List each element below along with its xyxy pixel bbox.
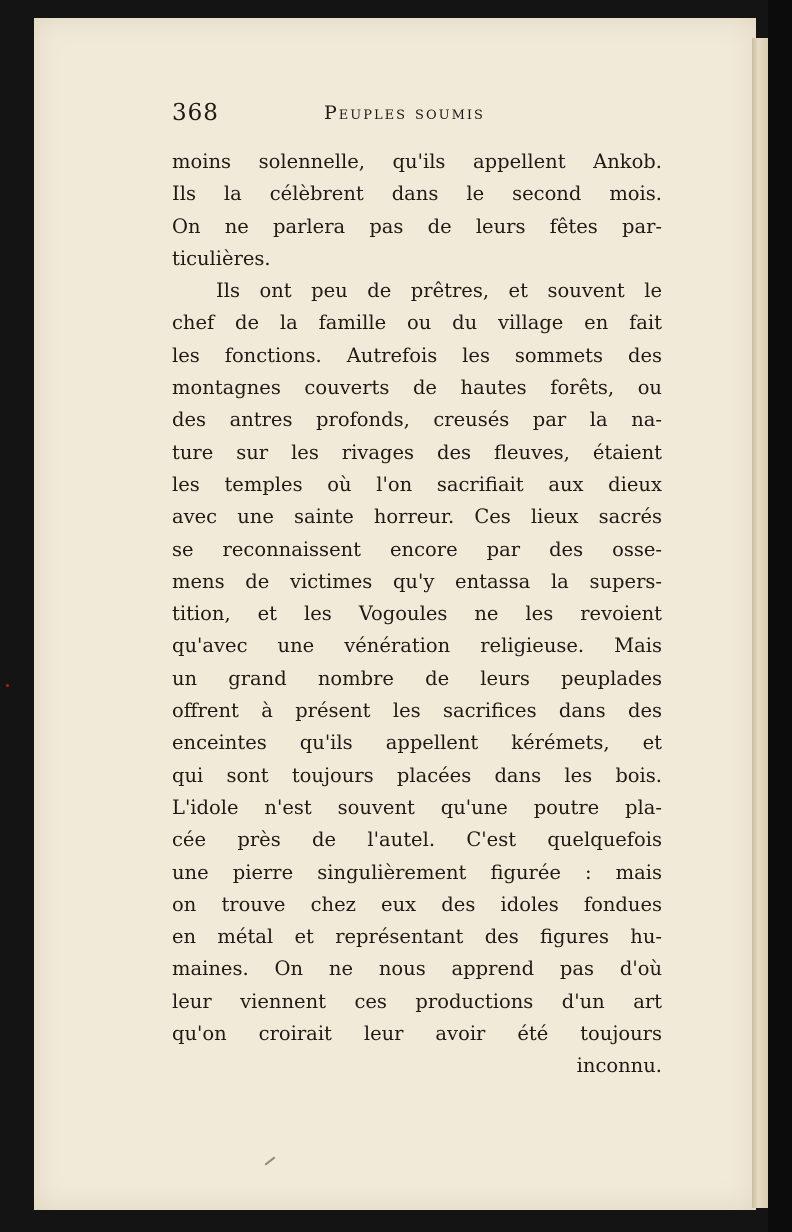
text-line: avec une sainte horreur. Ces lieux sacrés bbox=[172, 505, 662, 529]
page-header bbox=[172, 100, 662, 134]
text-line: Ils ont peu de prêtres, et souvent le bbox=[216, 279, 662, 303]
text-line: on trouve chez eux des idoles fondues bbox=[172, 892, 662, 916]
text-line: une pierre singulièrement figurée : mais bbox=[172, 860, 662, 884]
text-line: en métal et représentant des figures hu- bbox=[172, 925, 662, 949]
page-number: 368 bbox=[172, 100, 219, 126]
text-line: se reconnaissent encore par des osse- bbox=[172, 537, 662, 561]
text-line: montagnes couverts de hautes forêts, ou bbox=[172, 376, 662, 400]
text-line: qu'on croirait leur avoir été toujours bbox=[172, 1022, 662, 1046]
text-line: leur viennent ces productions d'un art bbox=[172, 989, 662, 1013]
text-line: les temples où l'on sacrifiait aux dieux bbox=[172, 472, 662, 496]
text-line: enceintes qu'ils appellent kérémets, et bbox=[172, 731, 662, 755]
text-line: cée près de l'autel. C'est quelquefois bbox=[172, 828, 662, 852]
text-line: tition, et les Vogoules ne les revoient bbox=[172, 602, 662, 626]
text-line: moins solennelle, qu'ils appellent Ankob. bbox=[172, 150, 662, 173]
text-line: ticulières. bbox=[172, 246, 271, 270]
text-line: L'idole n'est souvent qu'une poutre pla- bbox=[172, 795, 662, 819]
text-line: les fonctions. Autrefois les sommets des bbox=[172, 343, 662, 367]
text-line: chef de la famille ou du village en fait bbox=[172, 311, 662, 335]
text-line: On ne parlera pas de leurs fêtes par- bbox=[172, 214, 662, 238]
text-line: inconnu. bbox=[576, 1054, 662, 1078]
text-line: qui sont toujours placées dans les bois. bbox=[172, 763, 662, 787]
text-line: un grand nombre de leurs peuplades bbox=[172, 666, 662, 690]
text-line: mens de victimes qu'y entassa la supers- bbox=[172, 569, 662, 593]
text-line: Ils la célèbrent dans le second mois. bbox=[172, 182, 662, 206]
text-line: ture sur les rivages des fleuves, étaient bbox=[172, 440, 662, 464]
scan-speck bbox=[6, 684, 9, 687]
body-text bbox=[172, 146, 662, 1083]
page-edge bbox=[752, 38, 768, 1208]
scan-border bbox=[768, 0, 792, 1232]
text-line: offrent à présent les sacrifices dans des bbox=[172, 699, 662, 723]
running-title: Peuples soumis bbox=[324, 102, 485, 124]
text-line: qu'avec une vénération religieuse. Mais bbox=[172, 634, 662, 658]
text-line: maines. On ne nous apprend pas d'où bbox=[172, 957, 662, 981]
text-line: des antres profonds, creusés par la na- bbox=[172, 408, 662, 432]
